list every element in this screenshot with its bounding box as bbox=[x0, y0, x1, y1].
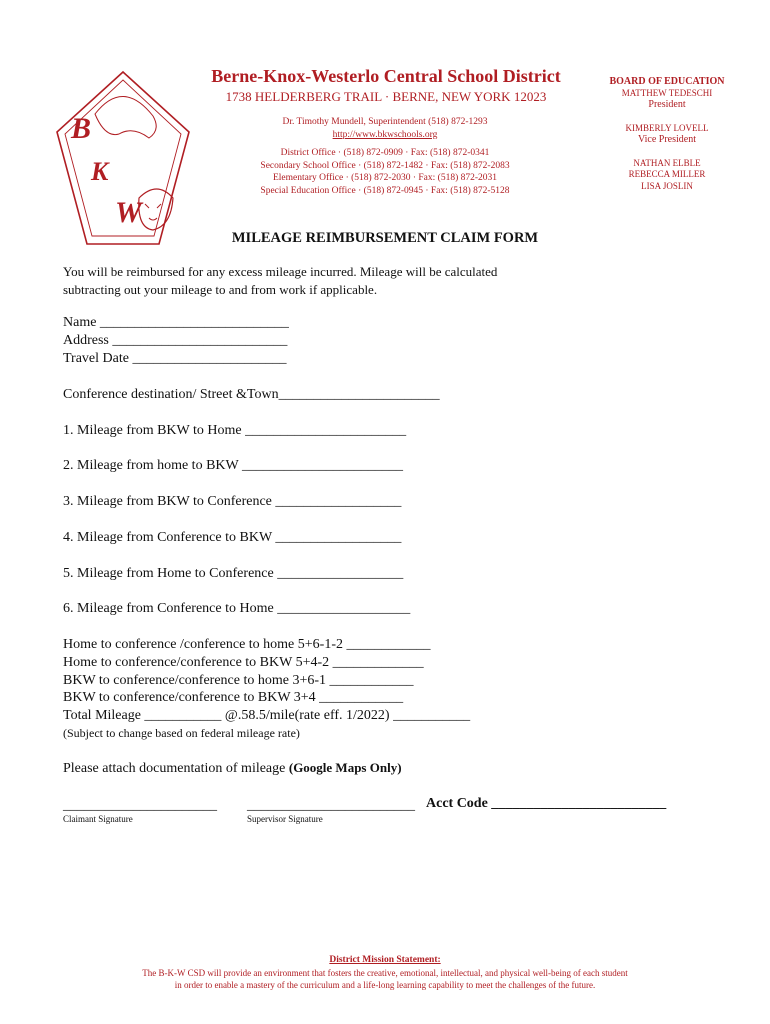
mission-line: The B-K-W CSD will provide an environment that fosters the creative, emotional, intellectual, and physical well-being of each student bbox=[142, 968, 628, 978]
mileage-conference-to-bkw-field[interactable]: 4. Mileage from Conference to BKW __________________ bbox=[63, 530, 402, 545]
calc-home-home-field[interactable]: Home to conference /conference to home 5+6-1-2 ____________ bbox=[63, 637, 431, 652]
mileage-conference-to-home-field[interactable]: 6. Mileage from Conference to Home ___________________ bbox=[63, 601, 411, 616]
total-mileage-field[interactable]: Total Mileage ___________ @.58.5/mile(rate eff. 1/2022) ___________ bbox=[63, 708, 471, 723]
board-vp-role: Vice President bbox=[638, 134, 696, 145]
superintendent-info: Dr. Timothy Mundell, Superintendent (518) 872-1293 bbox=[282, 117, 488, 127]
attach-instruction bbox=[63, 760, 402, 777]
form-intro-line: subtracting out your mileage to and from work if applicable. bbox=[63, 282, 378, 297]
rate-note: (Subject to change based on federal mileage rate) bbox=[63, 726, 300, 740]
office-contact-secondary: Secondary School Office · (518) 872-1482 · Fax: (518) 872-2083 bbox=[260, 160, 510, 171]
office-contact-elementary: Elementary Office · (518) 872-2030 · Fax: (518) 872-2031 bbox=[272, 173, 498, 183]
logo-letter-k: K bbox=[91, 157, 109, 186]
supervisor-signature-label: Supervisor Signature bbox=[247, 814, 323, 824]
office-contact-special-ed: Special Education Office · (518) 872-0945 · Fax: (518) 872-5128 bbox=[260, 185, 510, 196]
board-president-name: MATTHEW TEDESCHI bbox=[621, 87, 713, 98]
board-of-education bbox=[597, 76, 737, 192]
logo-letter-w: W bbox=[115, 196, 142, 229]
name-field[interactable]: Name ___________________________ bbox=[63, 315, 289, 330]
board-vp-name: KIMBERLY LOVELL bbox=[625, 122, 709, 133]
form-title: MILEAGE REIMBURSEMENT CLAIM FORM bbox=[231, 230, 539, 246]
board-title: BOARD OF EDUCATION bbox=[609, 76, 725, 87]
board-president-role: President bbox=[648, 99, 686, 110]
claimant-signature-label: Claimant Signature bbox=[63, 814, 133, 824]
mission-text bbox=[100, 967, 670, 991]
mileage-home-to-conference-field[interactable]: 5. Mileage from Home to Conference __________________ bbox=[63, 566, 404, 581]
office-contacts bbox=[220, 147, 550, 197]
calc-bkw-bkw-field[interactable]: BKW to conference/conference to BKW 3+4 ____________ bbox=[63, 690, 404, 705]
attach-text: Please attach documentation of mileage bbox=[63, 761, 289, 776]
calc-bkw-home-field[interactable]: BKW to conference/conference to home 3+6-1 ____________ bbox=[63, 673, 414, 688]
acct-code-field[interactable]: Acct Code _________________________ bbox=[426, 796, 667, 811]
district-website-link[interactable]: http://www.bkwschools.org bbox=[332, 130, 438, 140]
travel-date-field[interactable]: Travel Date ______________________ bbox=[63, 351, 287, 366]
district-name: Berne-Knox-Westerlo Central School District bbox=[211, 66, 561, 86]
board-member: REBECCA MILLER bbox=[628, 169, 706, 179]
board-member: NATHAN ELBLE bbox=[633, 157, 701, 168]
form-intro-line: You will be reimbursed for any excess mileage incurred. Mileage will be calculated bbox=[63, 264, 498, 279]
supervisor-signature-line[interactable]: ________________________ bbox=[247, 798, 415, 813]
address-field[interactable]: Address _________________________ bbox=[63, 333, 288, 348]
mileage-home-to-bkw-field[interactable]: 2. Mileage from home to BKW _______________________ bbox=[63, 458, 403, 473]
district-address: 1738 HELDERBERG TRAIL · BERNE, NEW YORK 12023 bbox=[225, 89, 547, 104]
destination-field[interactable]: Conference destination/ Street &Town_______________________ bbox=[63, 387, 440, 402]
attach-bold: (Google Maps Only) bbox=[288, 760, 402, 775]
board-member: LISA JOSLIN bbox=[641, 180, 693, 191]
mission-line: in order to enable a mastery of the curriculum and a life-long learning capability to meet the challenges of the future. bbox=[174, 980, 596, 990]
form-intro bbox=[63, 263, 683, 299]
logo-letter-b: B bbox=[71, 112, 92, 145]
mission-title: District Mission Statement: bbox=[329, 955, 441, 965]
district-logo bbox=[53, 68, 193, 248]
mileage-bkw-to-home-field[interactable]: 1. Mileage from BKW to Home _______________________ bbox=[63, 423, 407, 438]
calc-home-bkw-field[interactable]: Home to conference/conference to BKW 5+4-2 _____________ bbox=[63, 655, 424, 670]
claimant-signature-line[interactable]: ______________________ bbox=[63, 798, 217, 813]
office-contact-district: District Office · (518) 872-0909 · Fax: (518) 872-0341 bbox=[280, 148, 490, 158]
mileage-bkw-to-conference-field[interactable]: 3. Mileage from BKW to Conference __________________ bbox=[63, 494, 402, 509]
